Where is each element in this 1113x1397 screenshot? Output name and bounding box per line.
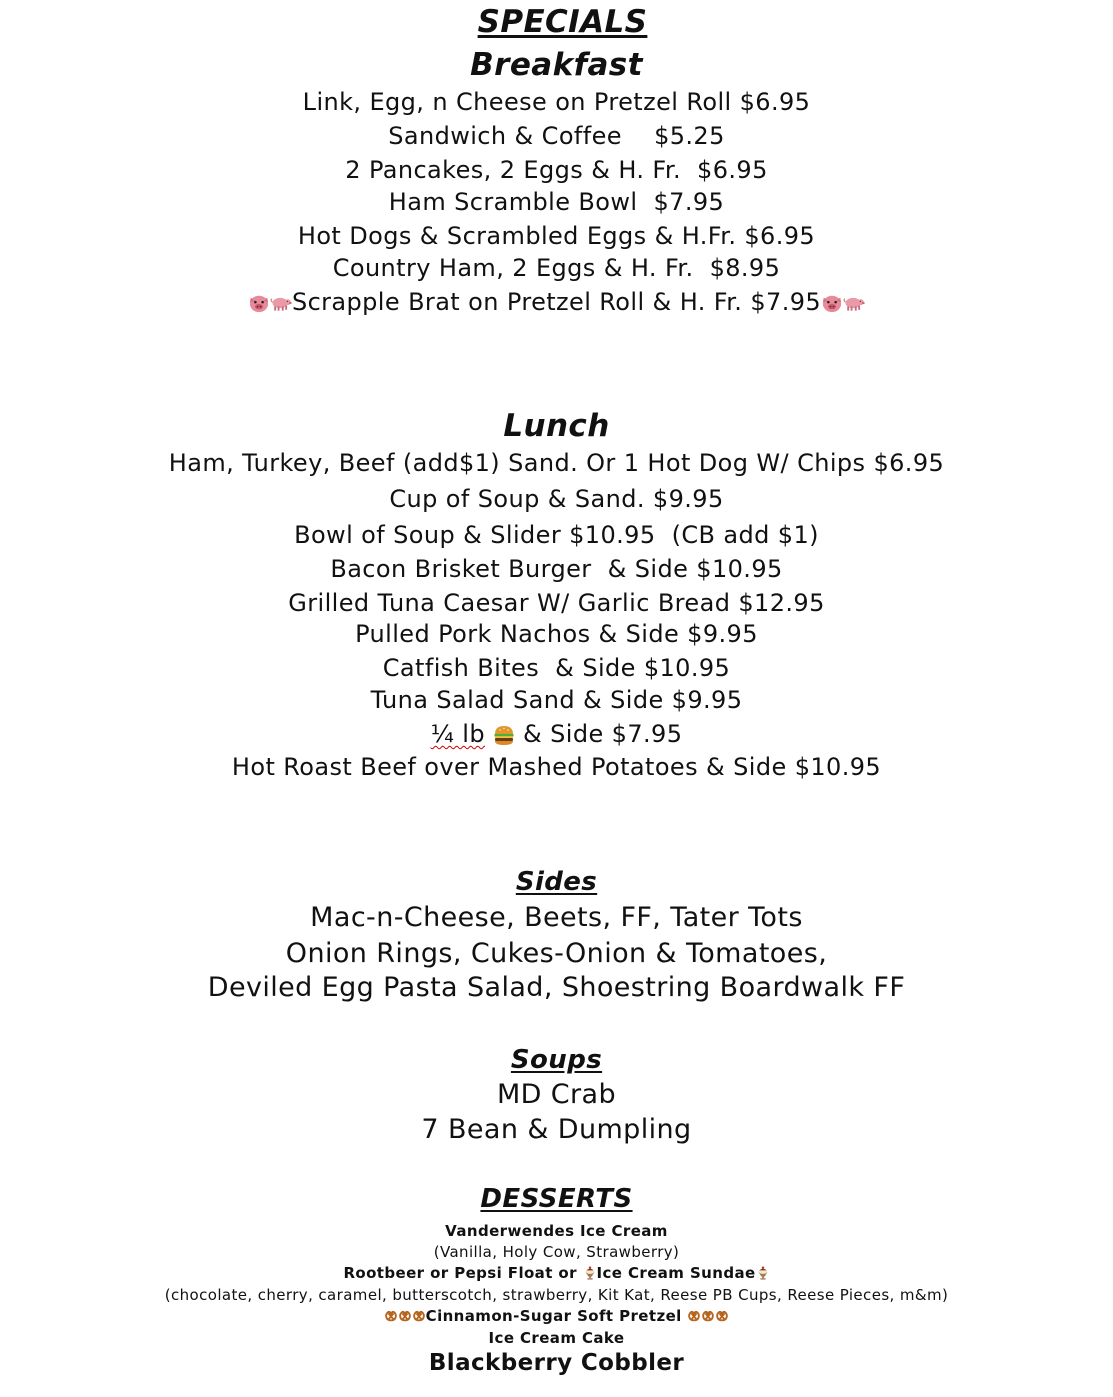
page-title: SPECIALS: [477, 4, 648, 40]
pretzel-text: Cinnamon-Sugar Soft Pretzel: [425, 1307, 682, 1325]
lunch-item-burger: [0, 720, 1113, 748]
soups-heading: Soups: [510, 1045, 603, 1075]
sundae-icon: [756, 1266, 770, 1280]
lunch-item: Cup of Soup & Sand. $9.95: [389, 485, 724, 513]
breakfast-item: Link, Egg, n Cheese on Pretzel Roll $6.95: [302, 88, 811, 116]
dessert-flavors: (Vanilla, Holy Cow, Strawberry): [433, 1243, 680, 1261]
pretzel-icon: [701, 1310, 715, 1322]
lunch-item: Tuna Salad Sand & Side $9.95: [370, 686, 743, 714]
dessert-ice-cream: Vanderwendes Ice Cream: [445, 1222, 668, 1240]
desserts-heading: DESSERTS: [480, 1184, 633, 1214]
breakfast-item: Hot Dogs & Scrambled Eggs & H.Fr. $6.95: [297, 222, 816, 250]
breakfast-item-scrapple: [0, 288, 1113, 316]
pretzel-icon: [687, 1310, 701, 1322]
dessert-cake: Ice Cream Cake: [488, 1329, 625, 1347]
sides-heading: Sides: [515, 867, 598, 897]
pig-icon: [843, 293, 865, 313]
dessert-cobbler: Blackberry Cobbler: [428, 1350, 685, 1376]
scrapple-text: Scrapple Brat on Pretzel Roll & H. Fr. $7.95: [291, 288, 822, 316]
burger-icon: [493, 724, 515, 746]
pretzel-icon: [715, 1310, 729, 1322]
pretzel-icon: [412, 1310, 426, 1322]
lunch-item: Hot Roast Beef over Mashed Potatoes & Side $10.95: [231, 753, 882, 781]
sides-line: Onion Rings, Cukes-Onion & Tomatoes,: [285, 938, 828, 969]
sides-line: Mac-n-Cheese, Beets, FF, Tater Tots: [310, 902, 803, 933]
dessert-pretzel: [0, 1307, 1113, 1325]
lunch-item: Catfish Bites & Side $10.95: [382, 654, 731, 682]
breakfast-heading: Breakfast: [470, 47, 643, 83]
dessert-float-sundae: [0, 1264, 1113, 1282]
burger-suffix: & Side $7.95: [523, 720, 683, 748]
dessert-toppings: (chocolate, cherry, caramel, butterscotch, strawberry, Kit Kat, Reese PB Cups, Reese Pieces, m&m): [164, 1286, 949, 1304]
lunch-heading: Lunch: [503, 408, 610, 444]
pig-face-icon: [821, 293, 843, 313]
float-text: Rootbeer or Pepsi Float or: [343, 1264, 577, 1282]
pretzel-icon: [398, 1310, 412, 1322]
pretzel-icon: [384, 1310, 398, 1322]
breakfast-item: Sandwich & Coffee $5.25: [388, 122, 725, 150]
breakfast-item: Ham Scramble Bowl $7.95: [388, 188, 725, 216]
breakfast-item: 2 Pancakes, 2 Eggs & H. Fr. $6.95: [345, 156, 768, 184]
pig-icon: [270, 293, 292, 313]
lunch-item: Bowl of Soup & Slider $10.95 (CB add $1): [294, 521, 819, 549]
lunch-item: Grilled Tuna Caesar W/ Garlic Bread $12.95: [288, 589, 825, 617]
breakfast-item: Country Ham, 2 Eggs & H. Fr. $8.95: [332, 254, 781, 282]
pig-face-icon: [248, 293, 270, 313]
lunch-item: Pulled Pork Nachos & Side $9.95: [355, 620, 758, 648]
sundae-icon: [583, 1266, 597, 1280]
sundae-text: Ice Cream Sundae: [596, 1264, 756, 1282]
lunch-item: Ham, Turkey, Beef (add$1) Sand. Or 1 Hot Dog W/ Chips $6.95: [168, 449, 945, 477]
sides-line: Deviled Egg Pasta Salad, Shoestring Boardwalk FF: [207, 972, 906, 1003]
lunch-item: Bacon Brisket Burger & Side $10.95: [330, 555, 783, 583]
burger-prefix: ¼ lb: [430, 720, 485, 748]
soups-line: MD Crab: [496, 1079, 617, 1110]
soups-line: 7 Bean & Dumpling: [421, 1114, 692, 1145]
